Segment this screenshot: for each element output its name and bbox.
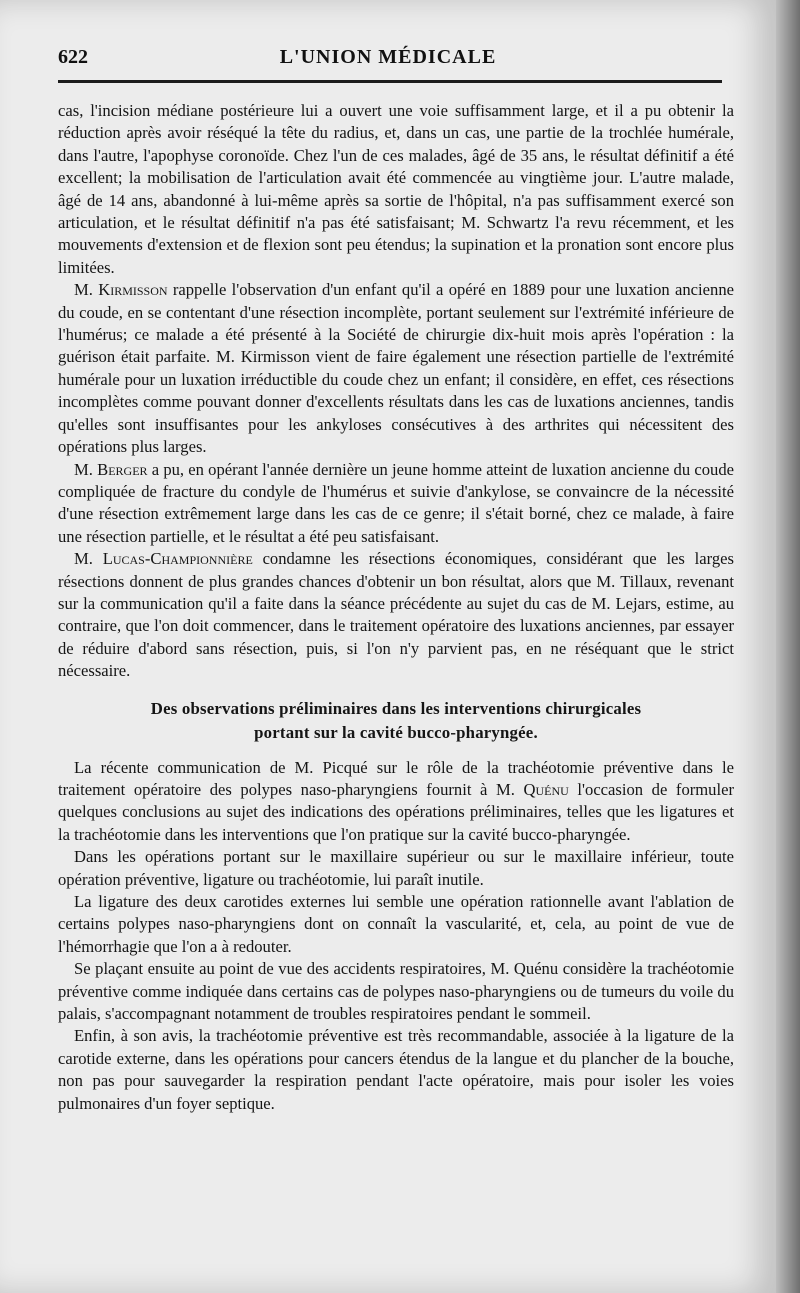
paragraph-text: a pu, en opérant l'année dernière un jeune homme atteint de luxation ancienne du coude compliquée de fracture du condyle de l'humérus et suivie d'ankylose, se convaincre de la nécessité d'une résection extrêmement large dans les cas de ce genre; il s'était borné, chez ce malade, à faire une résection partielle, et le résultat a été peu satisfaisant. xyxy=(58,459,734,546)
paragraph-schwartz-cases: cas, l'incision médiane postérieure lui a ouvert une voie suffisamment large, et il a pu obtenir la réduction après avoir réséqué la tête du radius, et, dans un cas, une partie de la trochlée humérale, dans l'autre, l'apophyse coronoïde. Chez l'un de ces malades, âgé de 35 ans, le résultat définitif a été excellent; la mobilisation de l'articulation avait été commencée au vingtième jour. L'autre malade, âgé de 14 ans, abandonné à lui-même après sa sortie de l'hôpital, n'a pas suffisamment exercé son articulation, et le résultat définitif n'a pas été satisfaisant; M. Schwartz l'a revu récemment, et les mouvements d'extension et de flexion sont peu étendus; la supination et la pronation sont encore plus limitées. xyxy=(58,101,734,277)
article-body xyxy=(58,100,734,1115)
header-rule xyxy=(58,80,722,83)
page-edge-shadow xyxy=(776,0,800,1293)
page-number: 622 xyxy=(58,46,88,68)
speaker-prefix: M. xyxy=(74,459,98,479)
paragraph-kirmisson xyxy=(58,279,734,458)
paragraph-maxillaire: Dans les opérations portant sur le maxillaire supérieur ou sur le maxillaire inférieur, toute opération préventive, ligature ou trachéotomie, lui paraît inutile. xyxy=(58,847,734,889)
paragraph-berger xyxy=(58,459,734,549)
section-heading-line-2: portant sur la cavité bucco-pharyngée. xyxy=(254,722,538,742)
section-heading-line-1: Des observations préliminaires dans les interventions chirurgicales xyxy=(150,698,642,718)
paragraph-text: La récente communication de M. Picqué sur le rôle de la trachéotomie préventive dans le traitement opératoire des polypes naso-pharyngiens fournit à M. xyxy=(58,757,734,799)
paragraph-ligature: La ligature des deux carotides externes lui semble une opération rationnelle avant l'ablation de certains polypes naso-pharyngiens dont on connaît la vascularité, et, cela, au point de vue de l'hémorrhagie que l'on a à redouter. xyxy=(58,892,734,956)
paragraph-text: l'occasion de formuler quelques conclusions au sujet des indications des opérations préliminaires, telles que les ligatures et la trachéotomie dans les interventions que l'on pratique sur la cavité bucco-pharyngée. xyxy=(58,779,734,844)
speaker-name: Quénu xyxy=(523,779,569,799)
paragraph-lucas-championniere xyxy=(58,548,734,682)
speaker-name: Lucas-Championnière xyxy=(102,549,253,569)
speaker-name: Berger xyxy=(97,459,148,479)
paragraph-text: condamne les résections économiques, considérant que les larges résections donnent de plus grandes chances d'obtenir un bon résultat, alors que M. Tillaux, revenant sur la communication qu'il a faite dans la séance précédente au sujet du cas de M. Lejars, estime, au contraire, que l'on doit commencer, dans le traitement opératoire des luxations anciennes, par essayer de réduire d'abord sans résection, puis, si l'on n'y parvient pas, en ne réséquant que le strict nécessaire. xyxy=(58,549,734,681)
paragraph-respiratoires: Se plaçant ensuite au point de vue des accidents respiratoires, M. Quénu considère la trachéotomie préventive comme indiquée dans certains cas de polypes naso-pharyngiens ou de tumeurs du voile du palais, s'accompagnant notamment de troubles respiratoires pendant le sommeil. xyxy=(58,959,734,1024)
journal-title: L'UNION MÉDICALE xyxy=(279,46,497,68)
speaker-prefix: M. xyxy=(74,280,99,300)
section-heading xyxy=(58,697,734,745)
speaker-name: Kirmisson xyxy=(98,280,168,300)
page-header xyxy=(58,44,718,74)
paragraph-quenu-intro xyxy=(58,757,734,847)
paragraph-text: rappelle l'observation d'un enfant qu'il a opéré en 1889 pour une luxation ancienne du coude, en se contentant d'une résection incomplète, portant seulement sur l'extrémité inférieure de l'humérus; ce malade a été présenté à la Société de chirurgie dix-huit mois après l'opération : la guérison était parfaite. M. Kirmisson vient de faire également une résection partielle de l'extrémité humérale pour un luxation irréductible du coude chez un enfant; il considère, en effet, ces résections incomplètes comme pouvant donner d'excellents résultats dans les cas de luxations anciennes, tandis qu'elles sont insuffisantes pour les ankyloses consécutives à des arthrites qui nécessitent des opérations plus larges. xyxy=(58,280,734,457)
paragraph-enfin: Enfin, à son avis, la trachéotomie préventive est très recommandable, associée à la ligature de la carotide externe, dans les opérations pour cancers étendus de la langue et du plancher de la bouche, non pas pour sauvegarder la respiration pendant l'acte opératoire, mais pour isoler les voies pulmonaires d'un foyer septique. xyxy=(58,1026,734,1113)
speaker-prefix: M. xyxy=(74,549,103,569)
